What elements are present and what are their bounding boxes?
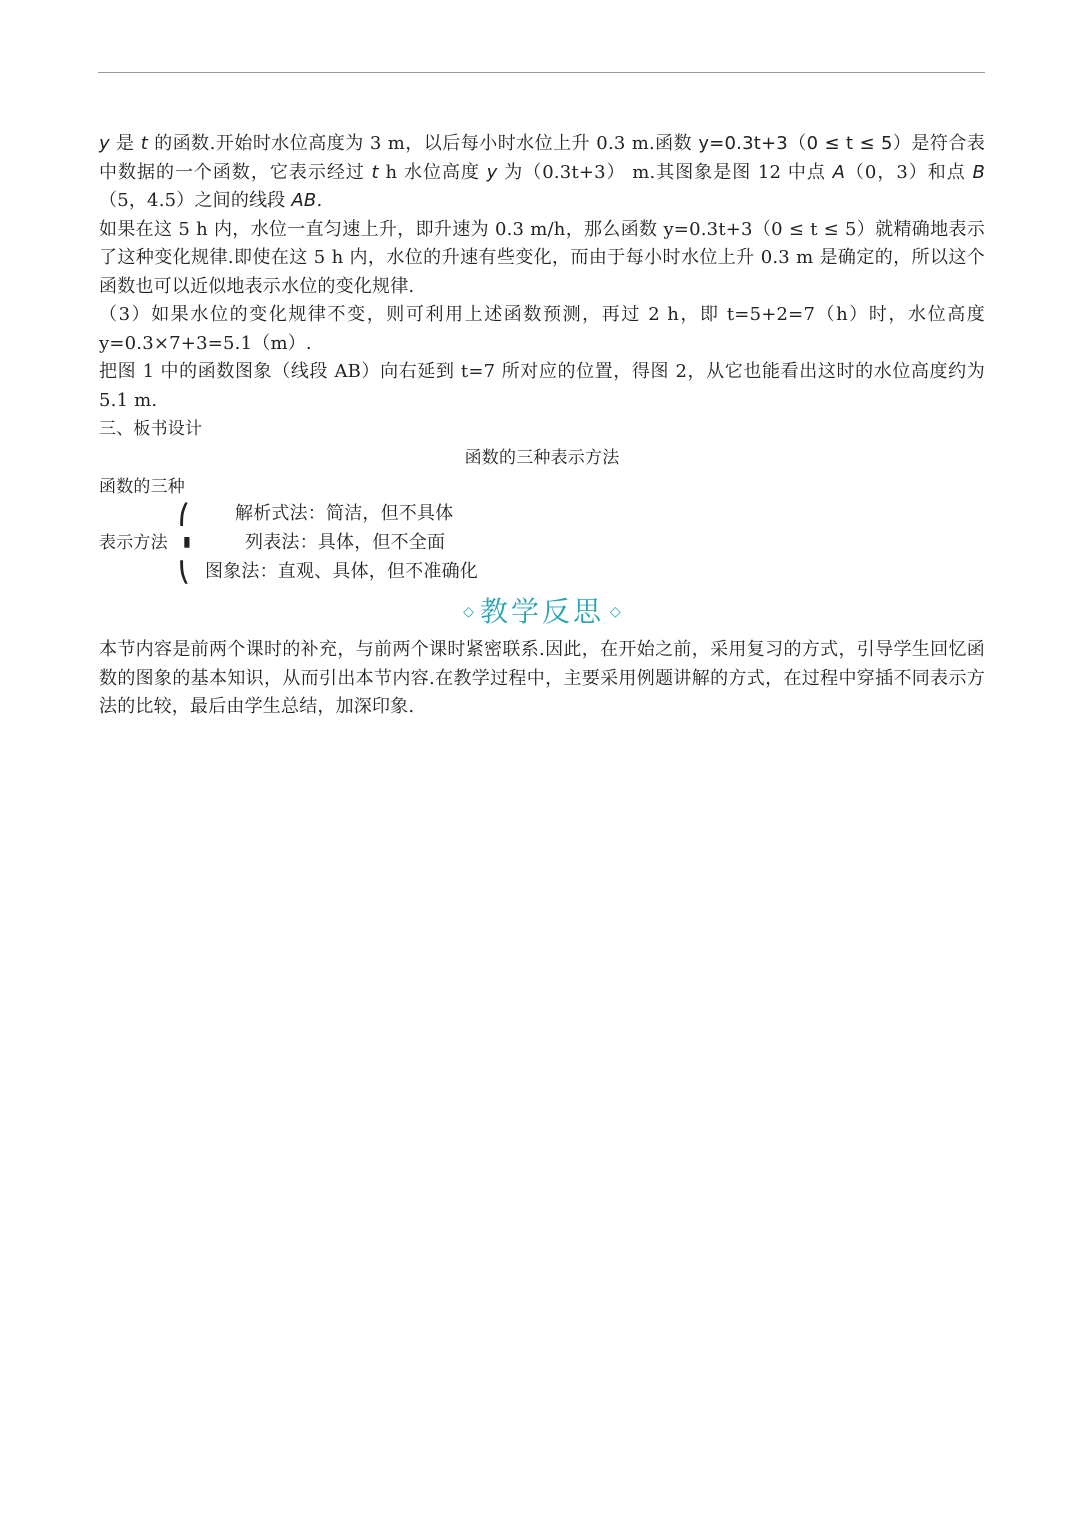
board-left-label-line2: 表示方法 xyxy=(99,532,168,553)
paragraph-uniform-rise: 如果在这 5 h 内，水位一直匀速上升，即升速为 0.3 m/h，那么函数 y=0.3t+3（0 ≤ t ≤ 5）就精确地表示了这种变化规律.即使在这 5 h 内，水位的升速有些变化，而由于每小时水位上升 0.3 m 是确定的，所以这个函数也可以近似地表示水位的变化规律. xyxy=(99,218,985,297)
brace-mid-icon: ▮ xyxy=(183,533,191,550)
text-span: 是符合表中数据的一个函数，它表示经过 xyxy=(99,133,986,183)
point-b: B xyxy=(972,161,985,183)
paragraph-prediction: （3）如果水位的变化规律不变，则可利用上述函数预测，再过 2 h，即 t=5+2=7（h）时，水位高度 y=0.3×7+3=5.1（m）. xyxy=(99,304,985,354)
text-span: （0，3）和点 xyxy=(845,161,973,183)
text-span: h 水位高度 xyxy=(378,161,487,183)
formula: y=0.3t+3（0 ≤ t ≤ 5） xyxy=(698,133,912,154)
brace-bottom-icon: ⎝ xyxy=(179,559,190,584)
text-span: 的函数.开始时水位高度为 3 m，以后每小时水位上升 0.3 m.函数 xyxy=(148,133,699,154)
brace-top-icon: ⎛ xyxy=(179,501,190,526)
board-title: 函数的三种表示方法 xyxy=(464,447,620,468)
var-t: t xyxy=(140,133,149,154)
text-span: . xyxy=(316,190,323,211)
text-span: 为（0.3t+3） m.其图象是图 12 中点 xyxy=(497,161,833,183)
document-body xyxy=(99,130,985,722)
paragraph-graph-extension: 把图 1 中的函数图象（线段 AB）向右延到 t=7 所对应的位置，得图 2，从它也能看出这时的水位高度约为 5.1 m. xyxy=(99,361,985,411)
reflection-heading xyxy=(99,594,985,628)
point-a: A xyxy=(832,161,846,183)
diamond-icon: ◇ xyxy=(609,603,621,620)
method-graph: 图象法：直观、具体，但不准确化 xyxy=(205,560,478,582)
var-y: y xyxy=(99,133,110,154)
diamond-icon: ◇ xyxy=(463,603,475,620)
segment-ab: AB xyxy=(291,190,317,211)
board-design xyxy=(99,444,985,584)
var-t: t xyxy=(371,161,379,183)
paragraph-function-explanation xyxy=(99,130,985,216)
section-heading: 三、板书设计 xyxy=(99,419,203,439)
reflection-text: 本节内容是前两个课时的补充，与前两个课时紧密联系.因此，在开始之前，采用复习的方式，引导学生回忆函数的图象的基本知识，从而引出本节内容.在教学过程中，主要采用例题讲解的方式，在过程中穿插不同表示方法的比较，最后由学生总结，加深印象. xyxy=(99,639,985,718)
text-span: （5，4.5）之间的线段 xyxy=(99,190,292,211)
method-analytic: 解析式法：简洁，但不具体 xyxy=(235,502,454,524)
reflection-title: 教学反思 xyxy=(479,594,604,628)
text-span: 是 xyxy=(109,133,141,154)
header-rule xyxy=(98,72,985,73)
board-left-label-line1: 函数的三种 xyxy=(99,476,185,497)
var-y: y xyxy=(486,161,498,183)
method-table: 列表法：具体，但不全面 xyxy=(245,531,446,553)
